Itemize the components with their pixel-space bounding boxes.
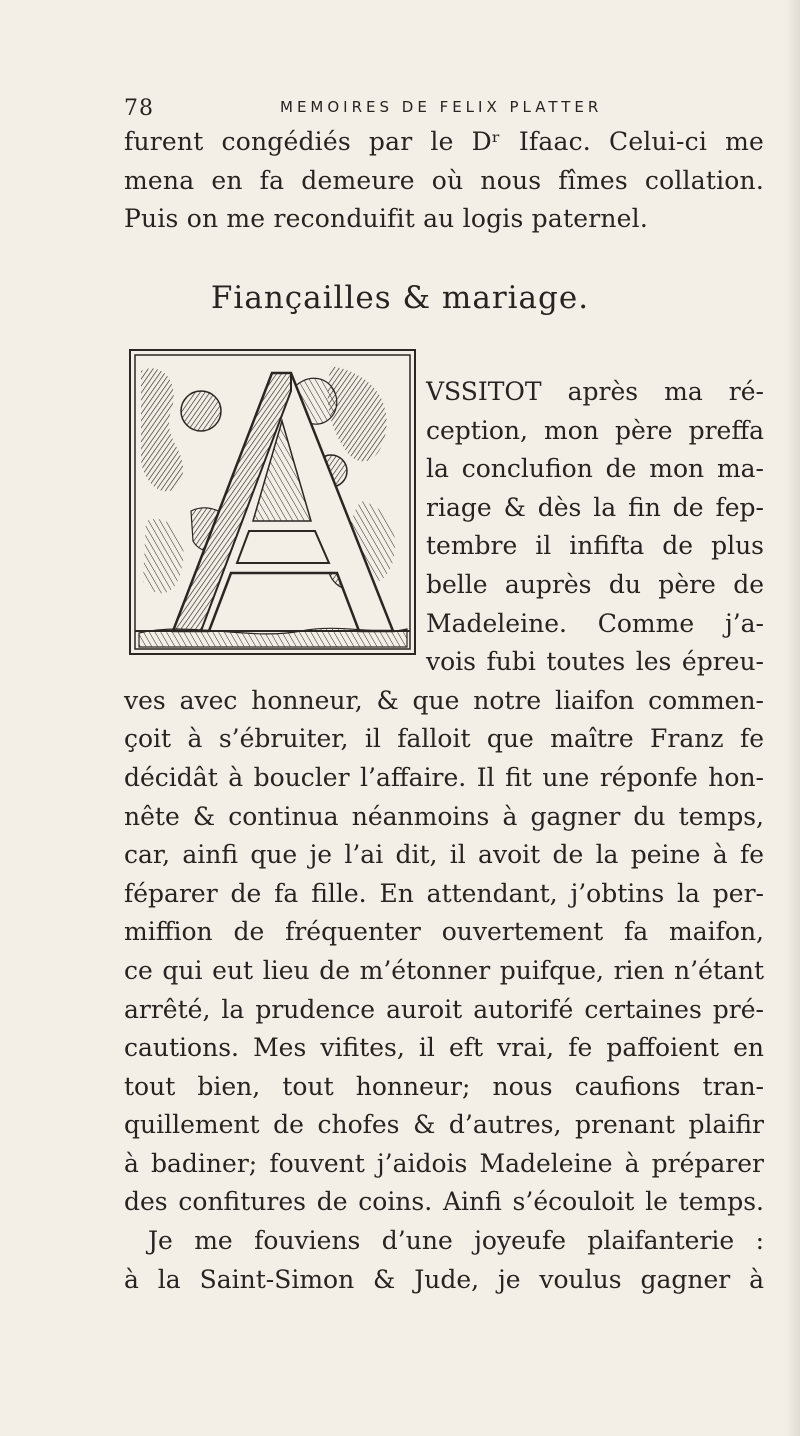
body-line: tout bien, tout honneur; nous caufions tran- (124, 1071, 764, 1101)
body-line: car, ainfi que je l’ai dit, il avoit de la peine à fe (124, 840, 764, 870)
body-line: tembre il infifta de plus (426, 531, 764, 561)
body-line: la conclufion de mon ma- (426, 454, 764, 484)
body-line: ce qui eut lieu de m’étonner puifque, rien n’étant (124, 955, 764, 985)
body-line: miffion de fréquenter ouvertement fa maifon, (124, 917, 764, 947)
body-line: belle auprès du père de (426, 569, 764, 599)
body-line: décidât à boucler l’affaire. Il fit une réponfe hon- (124, 762, 764, 792)
body-line: des confitures de coins. Ainfi s’écouloit le temps. (124, 1187, 764, 1217)
body-line: quillement de chofes & d’autres, prenant plaifir (124, 1110, 764, 1140)
running-head-title: MEMOIRES DE FELIX PLATTER (280, 98, 603, 116)
body-line: nête & continua néanmoins à gagner du temps, (124, 801, 764, 831)
body-line: arrêté, la prudence auroit autorifé certaines pré- (124, 994, 764, 1024)
body-line: à la Saint-Simon & Jude, je voulus gagner à (124, 1264, 764, 1294)
body-line: riage & dès la fin de fep- (426, 492, 764, 522)
page-number: 78 (124, 96, 154, 121)
chapter-heading: Fiançailles & mariage. (210, 280, 590, 316)
page-edge-shadow (786, 0, 800, 1436)
intro-line: furent congédiés par le Dʳ Ifaac. Celui-ci me (124, 127, 764, 156)
body-line: çoit à s’ébruiter, il falloit que maître Franz fe (124, 724, 764, 754)
body-line: ception, mon père preffa (426, 415, 764, 445)
running-head (124, 96, 684, 122)
body-line: féparer de fa fille. En attendant, j’obtins la per- (124, 878, 764, 908)
intro-line: Puis on me reconduifit au logis paternel. (124, 204, 648, 234)
body-line: vois fubi toutes les épreu- (426, 647, 764, 677)
intro-paragraph (124, 122, 764, 238)
intro-line: mena en fa demeure où nous fîmes collation. (124, 165, 764, 195)
body-line: Madeleine. Comme j’a- (426, 608, 764, 638)
body-paragraph (124, 373, 764, 1299)
body-line: VSSITOT après ma ré- (426, 377, 764, 406)
body-line: cautions. Mes vifites, il eft vrai, fe paffoient en (124, 1033, 764, 1063)
body-line: ves avec honneur, & que notre liaifon commen- (124, 685, 764, 715)
body-line: Je me fouviens d’une joyeufe plaifanterie : (148, 1226, 764, 1256)
body-line: à badiner; fouvent j’aidois Madeleine à préparer (124, 1148, 764, 1178)
